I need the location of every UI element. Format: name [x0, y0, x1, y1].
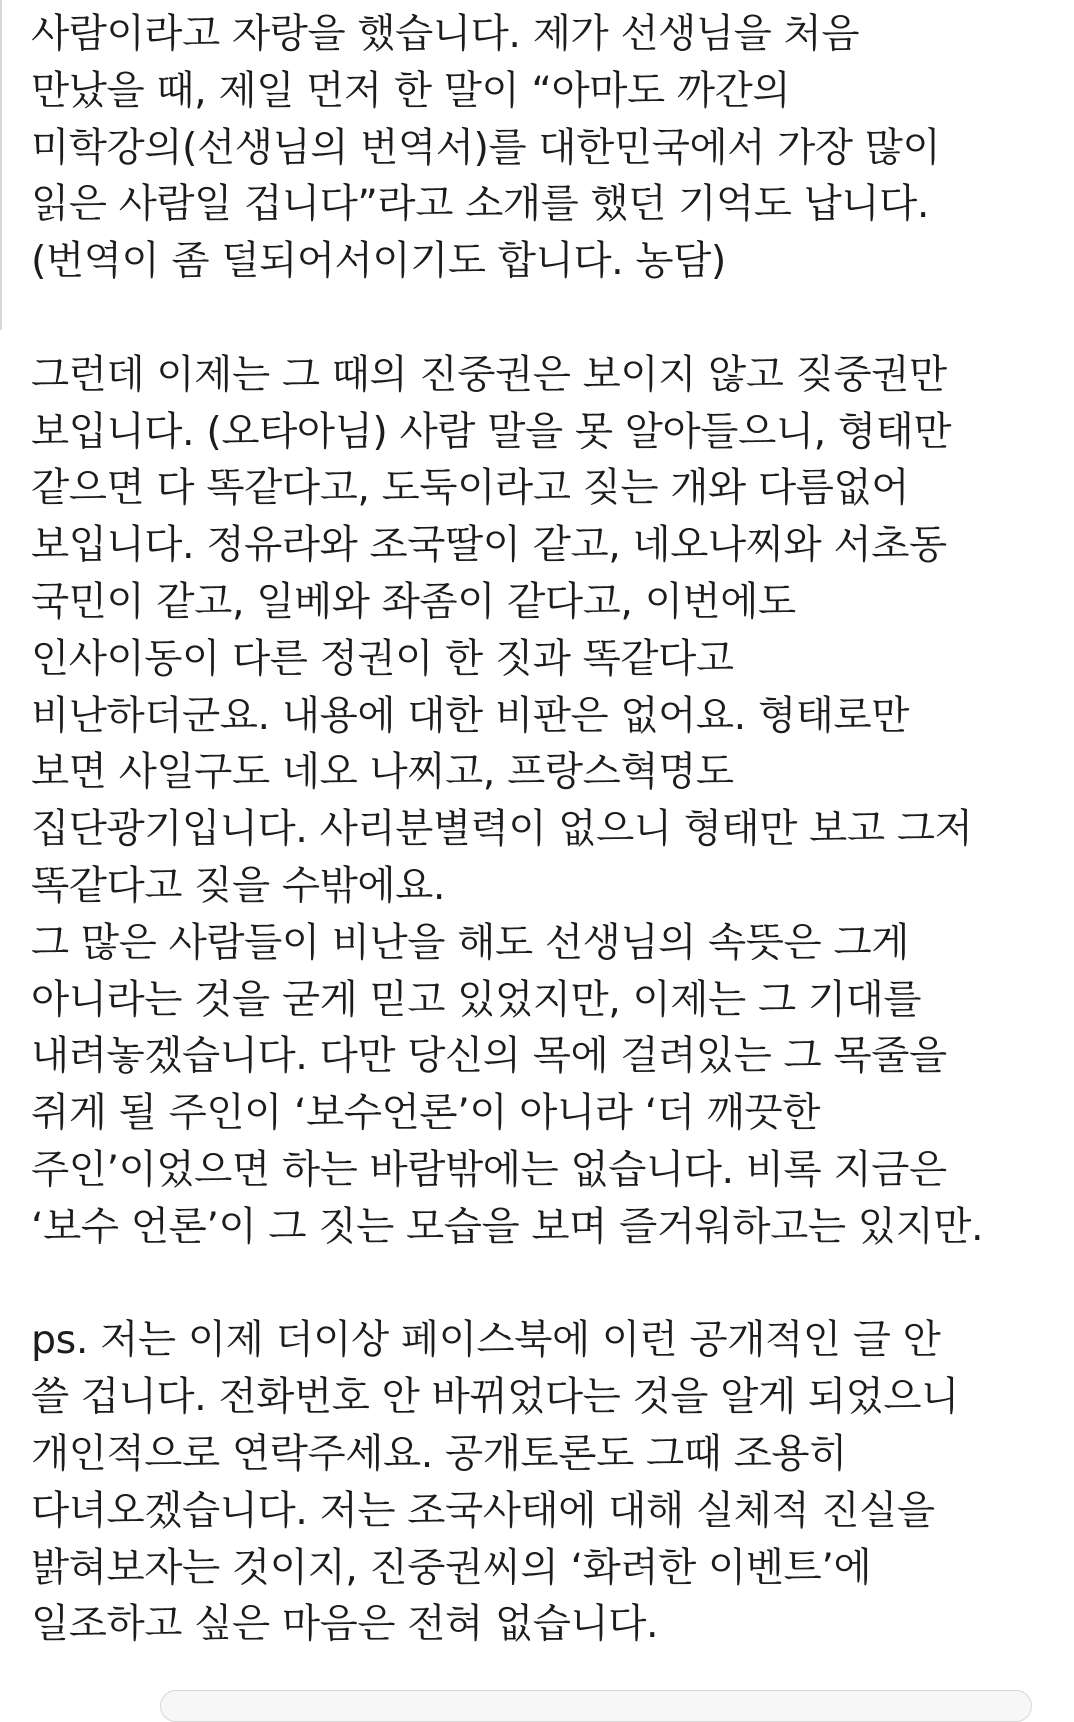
text-line: 읽은 사람일 겁니다”라고 소개를 했던 기억도 납니다.	[31, 181, 930, 228]
text-line: 그 많은 사람들이 비난을 해도 선생님의 속뜻은 그게	[31, 919, 909, 966]
text-line: 집단광기입니다. 사리분별력이 없으니 형태만 보고 그저	[31, 806, 973, 853]
paragraph-spacer	[31, 290, 1066, 347]
text-line: ‘보수 언론’이 그 짓는 모습을 보며 즐거워하고는 있지만.	[31, 1203, 984, 1250]
text-line: 국민이 같고, 일베와 좌좀이 같다고, 이번에도	[31, 578, 796, 625]
text-line: (번역이 좀 덜되어서이기도 합니다. 농담)	[31, 238, 726, 285]
paragraph-2	[31, 347, 1066, 1256]
text-line: ps. 저는 이제 더이상 페이스북에 이런 공개적인 글 안	[31, 1317, 941, 1364]
text-line: 밝혀보자는 것이지, 진중권씨의 ‘화려한 이벤트’에	[31, 1544, 872, 1591]
text-line: 보입니다. (오타아님) 사람 말을 못 알아들으니, 형태만	[31, 408, 952, 455]
text-line: 다녀오겠습니다. 저는 조국사태에 대해 실체적 진실을	[31, 1487, 935, 1534]
text-line: 내려놓겠습니다. 다만 당신의 목에 걸려있는 그 목줄을	[31, 1033, 947, 1080]
paragraph-1	[31, 6, 1066, 290]
text-line: 아니라는 것을 굳게 믿고 있었지만, 이제는 그 기대를	[31, 976, 922, 1023]
text-line: 똑같다고 짖을 수밖에요.	[31, 862, 446, 909]
text-line: 인사이동이 다른 정권이 한 짓과 똑같다고	[31, 635, 734, 682]
text-line: 개인적으로 연락주세요. 공개토론도 그때 조용히	[31, 1430, 847, 1477]
paragraph-spacer	[31, 1256, 1066, 1313]
post-body	[31, 6, 1066, 1653]
comment-input-bar[interactable]	[160, 1690, 1032, 1722]
left-edge-shadow	[0, 0, 2, 330]
paragraph-3	[31, 1312, 1066, 1653]
text-line: 그런데 이제는 그 때의 진중권은 보이지 않고 짖중권만	[31, 351, 947, 398]
text-line: 비난하더군요. 내용에 대한 비판은 없어요. 형태로만	[31, 692, 909, 739]
text-line: 같으면 다 똑같다고, 도둑이라고 짖는 개와 다름없어	[31, 465, 909, 512]
text-line: 사람이라고 자랑을 했습니다. 제가 선생님을 처음	[31, 11, 860, 57]
text-line: 보입니다. 정유라와 조국딸이 같고, 네오나찌와 서초동	[31, 522, 947, 569]
text-line: 쥐게 될 주인이 ‘보수언론’이 아니라 ‘더 깨끗한	[31, 1090, 821, 1137]
text-line: 만났을 때, 제일 먼저 한 말이 “아마도 까간의	[31, 67, 791, 114]
text-line: 미학강의(선생님의 번역서)를 대한민국에서 가장 많이	[31, 124, 941, 171]
text-line: 쓸 겁니다. 전화번호 안 바뀌었다는 것을 알게 되었으니	[31, 1374, 959, 1421]
text-line: 보면 사일구도 네오 나찌고, 프랑스혁명도	[31, 749, 734, 796]
text-line: 주인’이었으면 하는 바람밖에는 없습니다. 비록 지금은	[31, 1146, 947, 1193]
text-line: 일조하고 싶은 마음은 전혀 없습니다.	[31, 1601, 659, 1648]
